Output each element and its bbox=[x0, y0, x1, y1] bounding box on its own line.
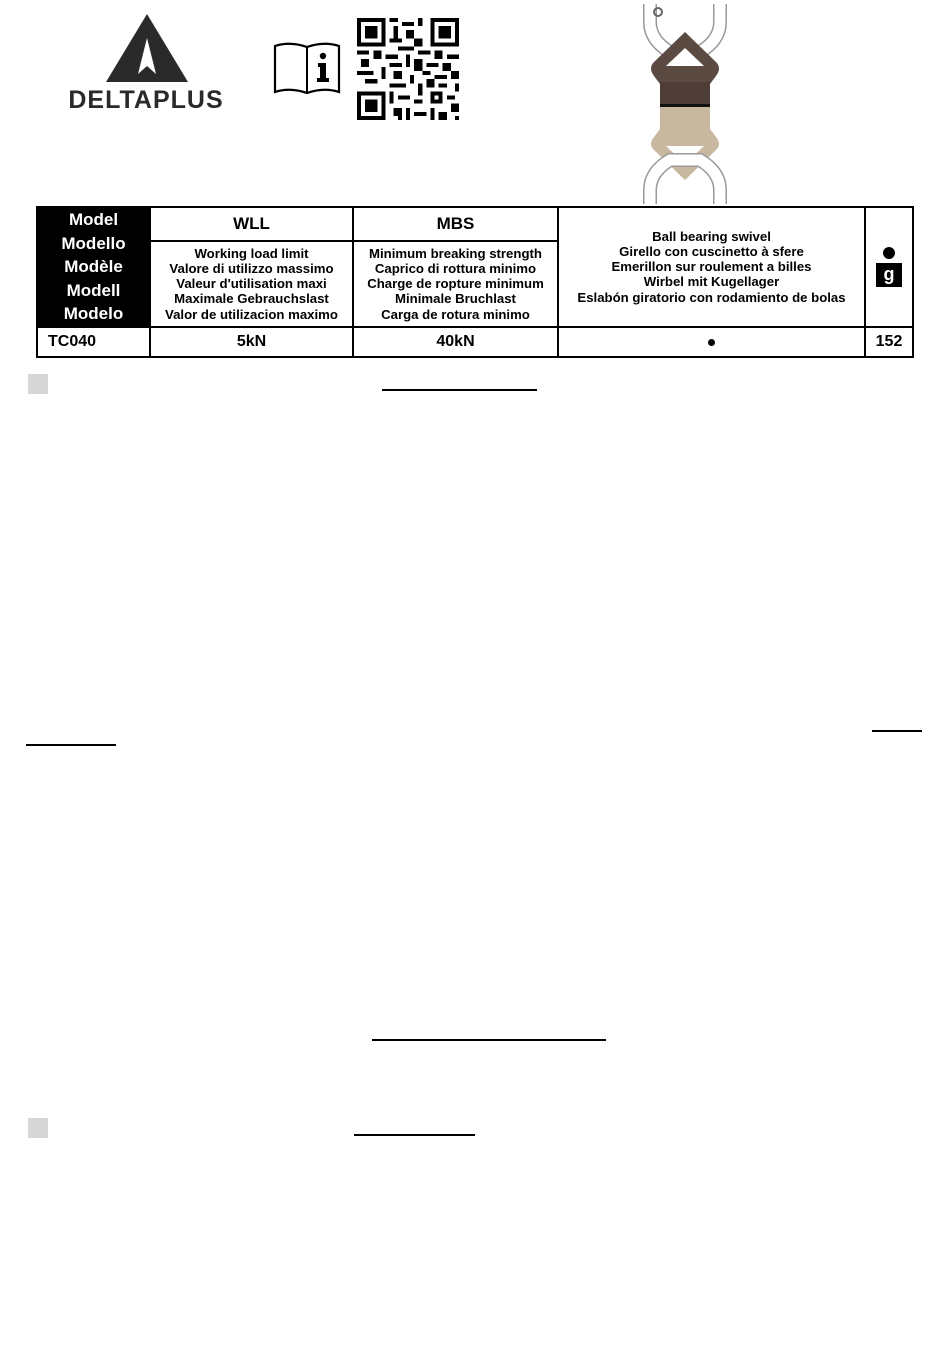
mbs-description-line: Caprico di rottura minimo bbox=[374, 260, 537, 276]
swivel-description: Wirbel mit Kugellager bbox=[643, 274, 780, 290]
delta-triangle-logo bbox=[106, 14, 188, 84]
wll-description-line: Valeur d'utilisation maxi bbox=[176, 276, 327, 292]
model-label: Modèle bbox=[64, 257, 123, 276]
wll-value: 5kN bbox=[150, 327, 353, 357]
heading-underline bbox=[872, 730, 922, 732]
model-label: Modelo bbox=[63, 304, 124, 323]
read-manual-info-icon bbox=[272, 40, 342, 96]
brand-name: DELTAPLUS bbox=[68, 86, 224, 114]
weight-value: 152 bbox=[865, 327, 913, 357]
mbs-header: MBS bbox=[353, 207, 558, 241]
bullet-mark bbox=[708, 339, 715, 346]
brand-logo bbox=[36, 14, 256, 114]
section-heading-underline bbox=[354, 1134, 475, 1136]
swivel-description: Eslabón giratorio con rodamiento de bolas bbox=[577, 289, 846, 305]
wll-header: WLL bbox=[150, 207, 353, 241]
model-header bbox=[37, 207, 150, 327]
weight-icon bbox=[883, 247, 895, 259]
swivel-header bbox=[558, 207, 865, 327]
swivel-value bbox=[558, 327, 865, 357]
weight-header bbox=[865, 207, 913, 327]
qr-code-icon bbox=[357, 18, 459, 120]
heading-underline bbox=[372, 1039, 606, 1041]
swivel-description: Ball bearing swivel bbox=[652, 228, 771, 244]
mbs-description bbox=[353, 241, 558, 327]
wll-description-line: Working load limit bbox=[194, 245, 309, 261]
table-row bbox=[37, 327, 913, 357]
section-heading-underline bbox=[382, 389, 537, 391]
swivel-description: Girello con cuscinetto à sfere bbox=[619, 243, 804, 259]
section-marker bbox=[28, 1118, 48, 1138]
mbs-description-line: Minimum breaking strength bbox=[369, 245, 542, 261]
ball-bearing-swivel-image bbox=[620, 4, 750, 204]
mbs-value: 40kN bbox=[353, 327, 558, 357]
heading-underline bbox=[26, 744, 116, 746]
model-label: Modell bbox=[66, 280, 121, 300]
wll-description-line: Valore di utilizzo massimo bbox=[169, 260, 334, 276]
wll-description-line: Valor de utilizacion maximo bbox=[165, 306, 338, 322]
model-code: TC040 bbox=[37, 327, 150, 357]
mbs-description-line: Charge de ropture minimum bbox=[367, 276, 544, 292]
swivel-description: Emerillon sur roulement a billes bbox=[611, 259, 812, 275]
model-label: Modello bbox=[61, 233, 126, 253]
model-label: Model bbox=[68, 210, 119, 229]
wll-description bbox=[150, 241, 353, 327]
mbs-description-line: Minimale Bruchlast bbox=[395, 291, 516, 307]
mbs-description-line: Carga de rotura minimo bbox=[381, 306, 530, 322]
section-marker bbox=[28, 374, 48, 394]
weight-unit: g bbox=[876, 263, 902, 287]
wll-description-line: Maximale Gebrauchslast bbox=[174, 291, 329, 307]
specification-table bbox=[36, 206, 914, 358]
